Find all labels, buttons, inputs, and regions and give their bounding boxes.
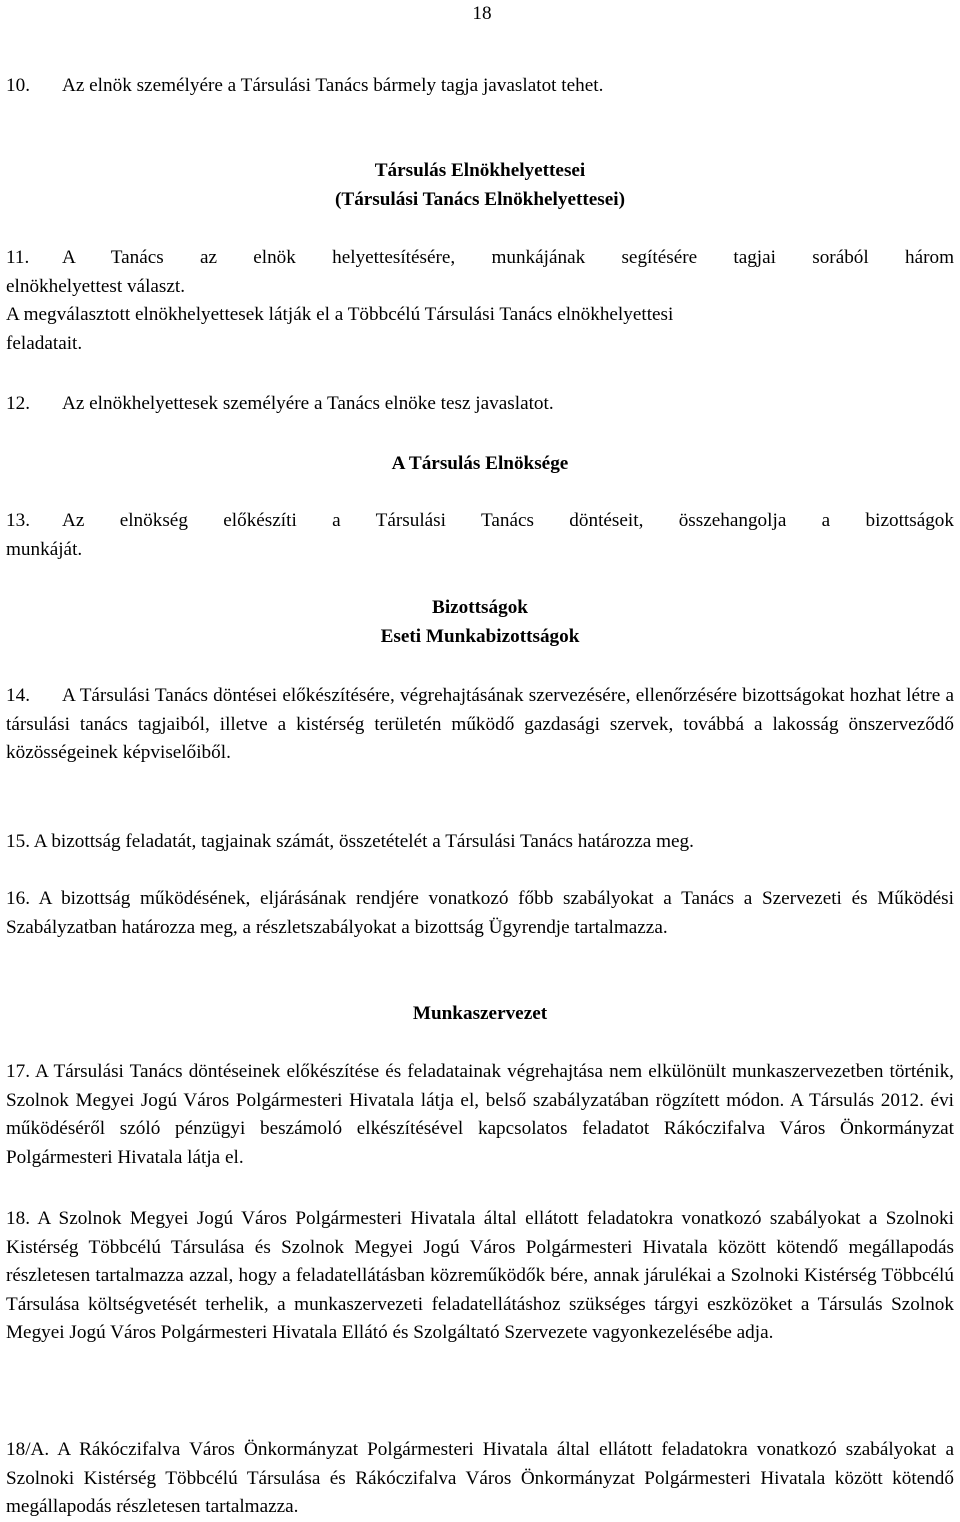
- paragraph-text: A megválasztott elnökhelyettesek látják el a Többcélú Társulási Tanács elnökhelyettesi: [6, 304, 674, 326]
- heading-line: Bizottságok: [432, 597, 528, 618]
- paragraph-11: [6, 244, 954, 358]
- paragraph-text: munkáját.: [6, 538, 83, 560]
- paragraph-text: A Társulási Tanács döntései előkészítésére, végrehajtásának szervezésére, ellenőrzésére bizottságokat hozhat létre a társulási tanács tagjaiból, illetve a kistérség területén működő gazdasági szervek, továbbá a lakosság önszerveződő közösségeinek képviselőiből.: [6, 685, 954, 764]
- paragraph-18: [6, 1205, 954, 1348]
- heading-line: (Társulási Tanács Elnökhelyettesei): [335, 188, 625, 210]
- paragraph-number: 11.: [6, 247, 30, 268]
- paragraph-text: Az elnökhelyettesek személyére a Tanács elnöke tesz javaslatot.: [62, 393, 554, 414]
- paragraph-18a: [6, 1436, 954, 1522]
- paragraph-text: A Tanács az elnök helyettesítésére, munkájának segítésére tagjai sorából három: [62, 247, 954, 268]
- paragraph-text: feladatait.: [6, 332, 83, 354]
- heading-line: Munkaszervezet: [412, 1003, 548, 1024]
- section-heading-bizottsagok: [6, 594, 954, 651]
- paragraph-number: 12.: [6, 393, 30, 414]
- page-number: 18: [472, 3, 492, 24]
- paragraph-13: [6, 507, 954, 564]
- paragraph-10: [6, 72, 946, 101]
- heading-line: Eseti Munkabizottságok: [380, 625, 580, 647]
- paragraph-number: 14.: [6, 685, 30, 706]
- paragraph-16: [6, 885, 954, 942]
- heading-line: Társulás Elnökhelyettesei: [374, 160, 586, 181]
- paragraph-text: Az elnökség előkészíti a Társulási Tanács döntéseit, összehangolja a bizottságok: [62, 510, 954, 531]
- paragraph-17: [6, 1058, 954, 1172]
- section-heading-elnokseg: [6, 450, 954, 479]
- paragraph-number: 18/A.: [6, 1439, 50, 1460]
- paragraph-text: elnökhelyettest választ.: [6, 275, 186, 297]
- paragraph-number: 10.: [6, 75, 30, 96]
- paragraph-14: [6, 682, 954, 768]
- paragraph-number: 18.: [6, 1208, 30, 1229]
- section-heading-elnokhelyettesei: [6, 157, 954, 214]
- paragraph-text: A bizottság működésének, eljárásának rendjére vonatkozó főbb szabályokat a Tanács a Szervezeti és Működési Szabályzatban határozza meg, a részletszabályokat a bizottság Ügyrendje tartalmazza.: [6, 888, 954, 938]
- paragraph-text: A Szolnok Megyei Jogú Város Polgármesteri Hivatala által ellátott feladatokra vonatkozó szabályokat a Szolnoki Kistérség Többcélú Társulása és Szolnok Megyei Jogú Város Polgármesteri Hivatala között kötendő megállapodás részletesen tartalmazza azzal, hogy a feladatellátásban közreműködők bére, annak járulékai a Szolnoki Kistérség Többcélú Társulása költségvetését terhelik, a munkaszervezeti feladatellátáshoz szükséges tárgyi eszközöket a Társulás Szolnok Megyei Jogú Város Polgármesteri Hivatala Ellátó és Szolgáltató Szervezete vagyonkezelésébe adja.: [6, 1208, 954, 1344]
- paragraph-12: [6, 390, 954, 419]
- paragraph-text: A Rákóczifalva Város Önkormányzat Polgármesteri Hivatala által ellátott feladatokra vonatkozó szabályokat a Szolnoki Kistérség Többcélú Társulása és Rákóczifalva Város Önkormányzat Polgármesteri Hivatala között kötendő megállapodás részletesen tartalmazza.: [6, 1439, 954, 1518]
- paragraph-text: A Társulási Tanács döntéseinek előkészítése és feladatainak végrehajtása nem elkülönült munkaszervezetben történik, Szolnok Megyei Jogú Város Polgármesteri Hivatala látja el, belső szabályzatában rögzített módon. A Társulás 2012. évi működéséről szóló pénzügyi beszámoló elkészítésével kapcsolatos feladatot Rákóczifalva Város Önkormányzat Polgármesteri Hivatala látja el.: [6, 1061, 954, 1168]
- section-heading-munkaszervezet: [6, 1000, 954, 1029]
- paragraph-15: [6, 828, 954, 857]
- paragraph-text: Az elnök személyére a Társulási Tanács bármely tagja javaslatot tehet.: [62, 75, 604, 96]
- paragraph-number: 15.: [6, 831, 30, 852]
- heading-line: A Társulás Elnöksége: [391, 453, 569, 474]
- paragraph-number: 13.: [6, 510, 30, 531]
- paragraph-text: A bizottság feladatát, tagjainak számát, összetételét a Társulási Tanács határozza meg.: [33, 831, 694, 852]
- paragraph-number: 16.: [6, 888, 30, 909]
- paragraph-number: 17.: [6, 1061, 30, 1082]
